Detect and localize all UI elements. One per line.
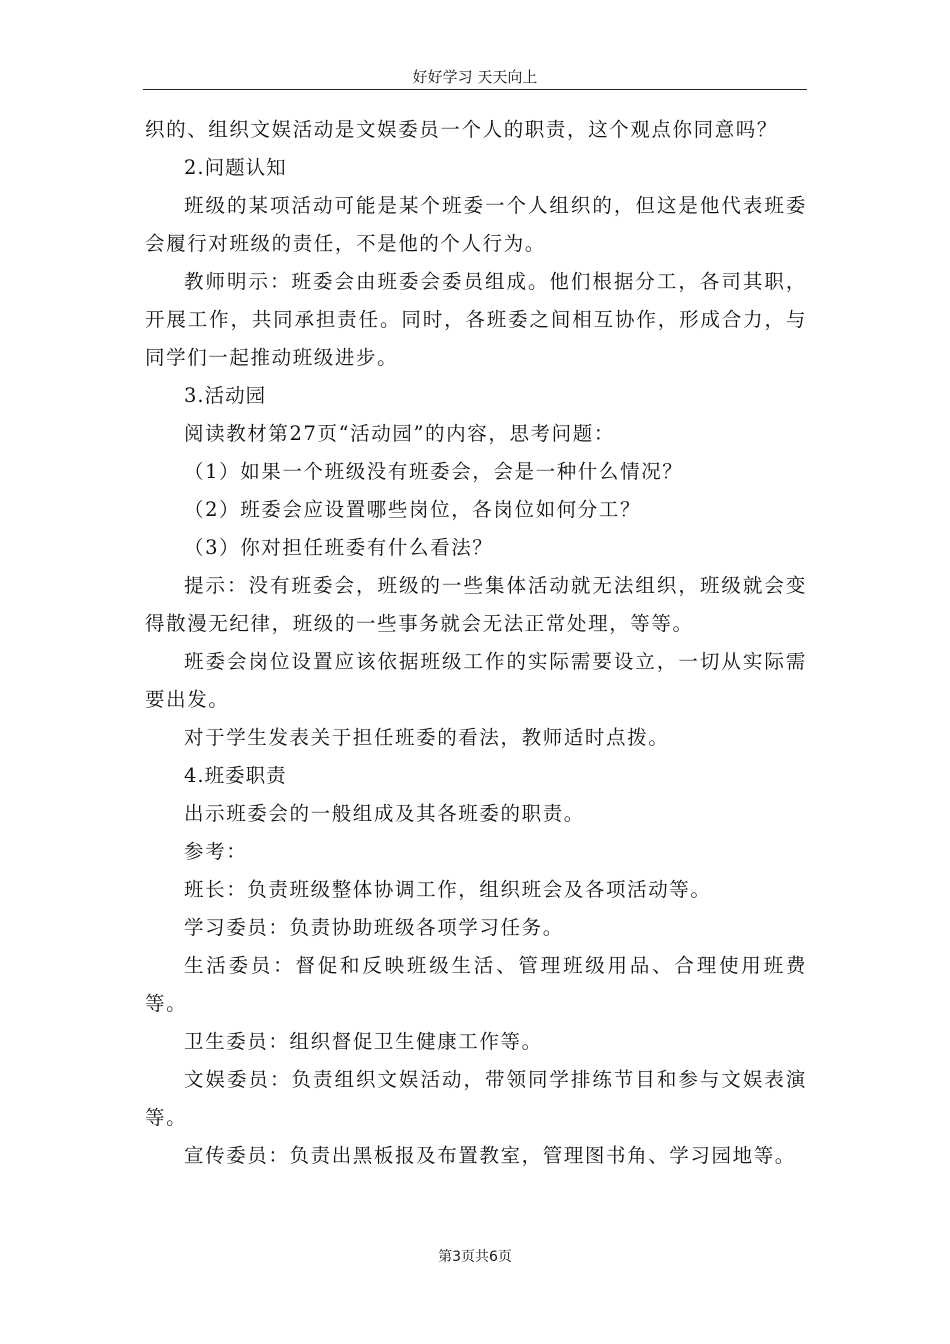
- question-item: （2）班委会应设置哪些岗位，各岗位如何分工？: [184, 498, 642, 521]
- duty-item: 卫生委员：组织督促卫生健康工作等。: [184, 1030, 543, 1053]
- duty-item: 生活委员：督促和反映班级生活、管理班级用品、合理使用班费等。: [145, 954, 807, 1015]
- question-item: （3）你对担任班委有什么看法？: [184, 536, 494, 559]
- paragraph: 出示班委会的一般组成及其各班委的职责。: [184, 802, 585, 825]
- section-heading-problem-cognition: 2.问题认知: [184, 156, 287, 179]
- duty-item: 学习委员：负责协助班级各项学习任务。: [184, 916, 564, 939]
- paragraph: 班委会岗位设置应该依据班级工作的实际需要设立，一切从实际需要出发。: [145, 650, 807, 711]
- paragraph: 提示：没有班委会，班级的一些集体活动就无法组织，班级就会变得散漫无纪律，班级的一些事务就会无法正常处理，等等。: [145, 574, 807, 635]
- section-heading-activity-garden: 3.活动园: [184, 384, 267, 407]
- paragraph-continuation: 织的、组织文娱活动是文娱委员一个人的职责，这个观点你同意吗？: [145, 118, 779, 141]
- page-number: 第3页共6页: [438, 1249, 512, 1265]
- duty-item: 宣传委员：负责出黑板报及布置教室，管理图书角、学习园地等。: [184, 1144, 796, 1167]
- page-header: 好好学习 天天向上: [412, 68, 538, 86]
- question-item: （1）如果一个班级没有班委会，会是一种什么情况？: [184, 460, 684, 483]
- paragraph: 参考：: [184, 840, 248, 863]
- paragraph: 教师明示：班委会由班委会委员组成。他们根据分工，各司其职，开展工作，共同承担责任。同时，各班委之间相互协作，形成合力，与同学们一起推动班级进步。: [145, 270, 807, 369]
- duty-item: 文娱委员：负责组织文娱活动，带领同学排练节目和参与文娱表演等。: [145, 1068, 807, 1129]
- paragraph: 阅读教材第27页“活动园”的内容，思考问题：: [184, 422, 615, 445]
- section-heading-committee-duties: 4.班委职责: [184, 764, 287, 787]
- document-body: [145, 111, 807, 1175]
- header-divider: [143, 89, 807, 90]
- paragraph: 对于学生发表关于担任班委的看法，教师适时点拨。: [184, 726, 670, 749]
- paragraph: 班级的某项活动可能是某个班委一个人组织的，但这是他代表班委会履行对班级的责任，不是他的个人行为。: [145, 194, 807, 255]
- duty-item: 班长：负责班级整体协调工作，组织班会及各项活动等。: [184, 878, 712, 901]
